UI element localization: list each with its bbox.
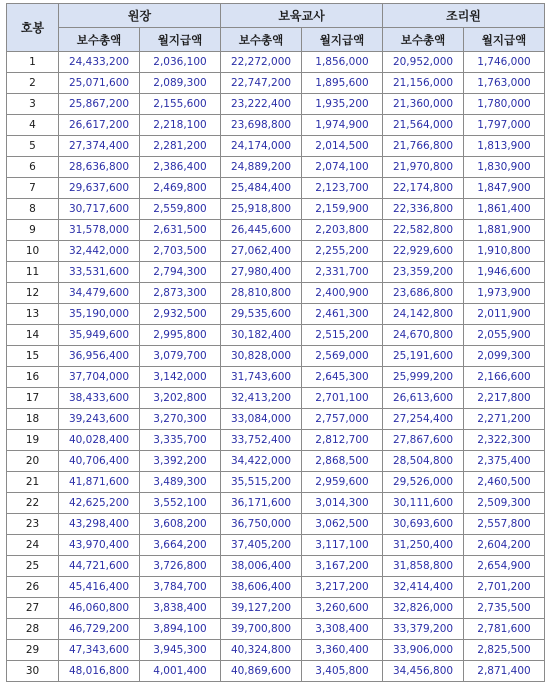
cook-total-pay-cell: 31,250,400 [383, 535, 464, 556]
teacher-monthly-pay-cell: 2,812,700 [302, 430, 383, 451]
director-monthly-pay-cell: 2,873,300 [140, 283, 221, 304]
director-monthly-pay-cell: 3,608,200 [140, 514, 221, 535]
step-cell: 4 [7, 115, 59, 136]
cook-monthly-pay-cell: 2,055,900 [464, 325, 545, 346]
table-row [7, 199, 545, 220]
teacher-monthly-pay-cell: 3,308,400 [302, 619, 383, 640]
director-monthly-pay-cell: 3,552,100 [140, 493, 221, 514]
teacher-total-pay-cell: 27,980,400 [221, 262, 302, 283]
teacher-total-pay-cell: 30,828,000 [221, 346, 302, 367]
director-total-pay-cell: 47,343,600 [59, 640, 140, 661]
table-row [7, 346, 545, 367]
teacher-monthly-pay-cell: 3,167,200 [302, 556, 383, 577]
cook-total-pay-cell: 27,867,600 [383, 430, 464, 451]
director-monthly-pay-cell: 2,089,300 [140, 73, 221, 94]
director-total-pay-cell: 35,949,600 [59, 325, 140, 346]
teacher-monthly-pay-cell: 2,255,200 [302, 241, 383, 262]
director-monthly-pay-cell: 2,559,800 [140, 199, 221, 220]
teacher-total-pay-cell: 40,324,800 [221, 640, 302, 661]
step-cell: 20 [7, 451, 59, 472]
director-total-pay-cell: 35,190,000 [59, 304, 140, 325]
teacher-monthly-pay-cell: 2,203,800 [302, 220, 383, 241]
cook-monthly-pay-cell: 2,271,200 [464, 409, 545, 430]
table-row [7, 241, 545, 262]
cook-total-pay-cell: 26,613,600 [383, 388, 464, 409]
teacher-total-pay-cell: 33,752,400 [221, 430, 302, 451]
teacher-monthly-pay-cell: 2,159,900 [302, 199, 383, 220]
director-total-pay-cell: 34,479,600 [59, 283, 140, 304]
step-cell: 1 [7, 52, 59, 73]
director-monthly-pay-cell: 2,703,500 [140, 241, 221, 262]
teacher-monthly-pay-cell: 2,400,900 [302, 283, 383, 304]
sub-header-total-pay: 보수총액 [221, 28, 302, 52]
teacher-total-pay-cell: 32,413,200 [221, 388, 302, 409]
cook-total-pay-cell: 24,670,800 [383, 325, 464, 346]
director-total-pay-cell: 39,243,600 [59, 409, 140, 430]
table-row [7, 619, 545, 640]
cook-total-pay-cell: 29,526,000 [383, 472, 464, 493]
teacher-monthly-pay-cell: 1,935,200 [302, 94, 383, 115]
cook-total-pay-cell: 21,564,000 [383, 115, 464, 136]
director-total-pay-cell: 31,578,000 [59, 220, 140, 241]
cook-monthly-pay-cell: 1,780,000 [464, 94, 545, 115]
cook-total-pay-cell: 21,970,800 [383, 157, 464, 178]
cook-total-pay-cell: 30,693,600 [383, 514, 464, 535]
cook-monthly-pay-cell: 1,830,900 [464, 157, 545, 178]
teacher-monthly-pay-cell: 2,123,700 [302, 178, 383, 199]
director-monthly-pay-cell: 3,894,100 [140, 619, 221, 640]
step-cell: 22 [7, 493, 59, 514]
cook-total-pay-cell: 33,906,000 [383, 640, 464, 661]
teacher-total-pay-cell: 22,747,200 [221, 73, 302, 94]
teacher-total-pay-cell: 37,405,200 [221, 535, 302, 556]
director-monthly-pay-cell: 2,794,300 [140, 262, 221, 283]
director-total-pay-cell: 33,531,600 [59, 262, 140, 283]
director-monthly-pay-cell: 3,392,200 [140, 451, 221, 472]
cook-total-pay-cell: 27,254,400 [383, 409, 464, 430]
director-monthly-pay-cell: 3,335,700 [140, 430, 221, 451]
director-monthly-pay-cell: 3,142,000 [140, 367, 221, 388]
teacher-total-pay-cell: 36,171,600 [221, 493, 302, 514]
step-cell: 17 [7, 388, 59, 409]
teacher-monthly-pay-cell: 3,360,400 [302, 640, 383, 661]
teacher-monthly-pay-cell: 2,074,100 [302, 157, 383, 178]
cook-total-pay-cell: 24,142,800 [383, 304, 464, 325]
director-total-pay-cell: 25,071,600 [59, 73, 140, 94]
cook-monthly-pay-cell: 2,604,200 [464, 535, 545, 556]
teacher-total-pay-cell: 39,127,200 [221, 598, 302, 619]
teacher-monthly-pay-cell: 2,645,300 [302, 367, 383, 388]
teacher-total-pay-cell: 28,810,800 [221, 283, 302, 304]
cook-total-pay-cell: 25,191,600 [383, 346, 464, 367]
director-total-pay-cell: 46,729,200 [59, 619, 140, 640]
teacher-monthly-pay-cell: 1,895,600 [302, 73, 383, 94]
salary-table-container [6, 3, 545, 682]
table-row [7, 304, 545, 325]
cook-monthly-pay-cell: 2,871,400 [464, 661, 545, 682]
step-header: 호봉 [7, 4, 59, 52]
step-cell: 27 [7, 598, 59, 619]
cook-total-pay-cell: 25,999,200 [383, 367, 464, 388]
director-monthly-pay-cell: 2,995,800 [140, 325, 221, 346]
sub-header-monthly-pay: 월지급액 [464, 28, 545, 52]
teacher-monthly-pay-cell: 2,959,600 [302, 472, 383, 493]
table-header [7, 4, 545, 52]
step-cell: 18 [7, 409, 59, 430]
table-row [7, 598, 545, 619]
step-cell: 13 [7, 304, 59, 325]
cook-monthly-pay-cell: 1,797,000 [464, 115, 545, 136]
director-total-pay-cell: 25,867,200 [59, 94, 140, 115]
table-row [7, 556, 545, 577]
table-row [7, 367, 545, 388]
step-cell: 8 [7, 199, 59, 220]
teacher-monthly-pay-cell: 2,461,300 [302, 304, 383, 325]
step-cell: 3 [7, 94, 59, 115]
cook-monthly-pay-cell: 1,813,900 [464, 136, 545, 157]
director-total-pay-cell: 46,060,800 [59, 598, 140, 619]
cook-total-pay-cell: 34,456,800 [383, 661, 464, 682]
step-cell: 12 [7, 283, 59, 304]
cook-monthly-pay-cell: 1,946,600 [464, 262, 545, 283]
teacher-total-pay-cell: 26,445,600 [221, 220, 302, 241]
table-row [7, 73, 545, 94]
teacher-total-pay-cell: 40,869,600 [221, 661, 302, 682]
teacher-total-pay-cell: 39,700,800 [221, 619, 302, 640]
step-cell: 24 [7, 535, 59, 556]
step-cell: 11 [7, 262, 59, 283]
table-row [7, 430, 545, 451]
teacher-monthly-pay-cell: 3,405,800 [302, 661, 383, 682]
director-monthly-pay-cell: 3,838,400 [140, 598, 221, 619]
cook-total-pay-cell: 21,360,000 [383, 94, 464, 115]
director-monthly-pay-cell: 3,202,800 [140, 388, 221, 409]
step-cell: 23 [7, 514, 59, 535]
director-total-pay-cell: 41,871,600 [59, 472, 140, 493]
teacher-monthly-pay-cell: 2,701,100 [302, 388, 383, 409]
director-total-pay-cell: 29,637,600 [59, 178, 140, 199]
director-total-pay-cell: 45,416,400 [59, 577, 140, 598]
cook-monthly-pay-cell: 2,825,500 [464, 640, 545, 661]
cook-monthly-pay-cell: 2,375,400 [464, 451, 545, 472]
table-body [7, 52, 545, 682]
teacher-monthly-pay-cell: 2,868,500 [302, 451, 383, 472]
table-row [7, 220, 545, 241]
table-row [7, 388, 545, 409]
table-row [7, 178, 545, 199]
teacher-monthly-pay-cell: 2,757,000 [302, 409, 383, 430]
teacher-monthly-pay-cell: 3,217,200 [302, 577, 383, 598]
cook-monthly-pay-cell: 2,217,800 [464, 388, 545, 409]
step-cell: 5 [7, 136, 59, 157]
table-row [7, 325, 545, 346]
teacher-total-pay-cell: 23,698,800 [221, 115, 302, 136]
director-monthly-pay-cell: 3,664,200 [140, 535, 221, 556]
cook-monthly-pay-cell: 2,099,300 [464, 346, 545, 367]
cook-total-pay-cell: 32,414,400 [383, 577, 464, 598]
director-monthly-pay-cell: 4,001,400 [140, 661, 221, 682]
step-cell: 10 [7, 241, 59, 262]
table-row [7, 493, 545, 514]
table-row [7, 472, 545, 493]
teacher-total-pay-cell: 30,182,400 [221, 325, 302, 346]
table-row [7, 283, 545, 304]
cook-monthly-pay-cell: 1,746,000 [464, 52, 545, 73]
table-row [7, 52, 545, 73]
director-monthly-pay-cell: 3,270,300 [140, 409, 221, 430]
table-row [7, 451, 545, 472]
teacher-total-pay-cell: 38,006,400 [221, 556, 302, 577]
teacher-monthly-pay-cell: 3,014,300 [302, 493, 383, 514]
teacher-total-pay-cell: 25,918,800 [221, 199, 302, 220]
cook-monthly-pay-cell: 2,322,300 [464, 430, 545, 451]
salary-table [6, 3, 545, 682]
teacher-total-pay-cell: 31,743,600 [221, 367, 302, 388]
step-cell: 30 [7, 661, 59, 682]
director-monthly-pay-cell: 3,726,800 [140, 556, 221, 577]
cook-monthly-pay-cell: 2,509,300 [464, 493, 545, 514]
director-monthly-pay-cell: 3,945,300 [140, 640, 221, 661]
cook-total-pay-cell: 33,379,200 [383, 619, 464, 640]
teacher-total-pay-cell: 25,484,400 [221, 178, 302, 199]
cook-monthly-pay-cell: 2,557,800 [464, 514, 545, 535]
cook-monthly-pay-cell: 2,460,500 [464, 472, 545, 493]
teacher-monthly-pay-cell: 1,856,000 [302, 52, 383, 73]
table-row [7, 514, 545, 535]
table-row [7, 661, 545, 682]
director-monthly-pay-cell: 2,386,400 [140, 157, 221, 178]
sub-header-monthly-pay: 월지급액 [302, 28, 383, 52]
director-total-pay-cell: 38,433,600 [59, 388, 140, 409]
cook-total-pay-cell: 31,858,800 [383, 556, 464, 577]
director-total-pay-cell: 27,374,400 [59, 136, 140, 157]
cook-total-pay-cell: 21,766,800 [383, 136, 464, 157]
director-monthly-pay-cell: 2,218,100 [140, 115, 221, 136]
director-total-pay-cell: 44,721,600 [59, 556, 140, 577]
director-total-pay-cell: 32,442,000 [59, 241, 140, 262]
director-total-pay-cell: 28,636,800 [59, 157, 140, 178]
director-monthly-pay-cell: 2,631,500 [140, 220, 221, 241]
group-header-teacher: 보육교사 [221, 4, 383, 28]
cook-monthly-pay-cell: 2,654,900 [464, 556, 545, 577]
cook-monthly-pay-cell: 1,910,800 [464, 241, 545, 262]
cook-monthly-pay-cell: 2,011,900 [464, 304, 545, 325]
teacher-monthly-pay-cell: 1,974,900 [302, 115, 383, 136]
group-header-director: 원장 [59, 4, 221, 28]
table-row [7, 136, 545, 157]
director-monthly-pay-cell: 2,155,600 [140, 94, 221, 115]
director-total-pay-cell: 26,617,200 [59, 115, 140, 136]
director-total-pay-cell: 42,625,200 [59, 493, 140, 514]
director-monthly-pay-cell: 2,932,500 [140, 304, 221, 325]
step-cell: 6 [7, 157, 59, 178]
step-cell: 29 [7, 640, 59, 661]
cook-total-pay-cell: 28,504,800 [383, 451, 464, 472]
cook-monthly-pay-cell: 2,735,500 [464, 598, 545, 619]
teacher-total-pay-cell: 24,174,000 [221, 136, 302, 157]
cook-monthly-pay-cell: 1,847,900 [464, 178, 545, 199]
cook-total-pay-cell: 23,686,800 [383, 283, 464, 304]
teacher-total-pay-cell: 35,515,200 [221, 472, 302, 493]
cook-monthly-pay-cell: 2,166,600 [464, 367, 545, 388]
cook-total-pay-cell: 22,929,600 [383, 241, 464, 262]
sub-header-total-pay: 보수총액 [383, 28, 464, 52]
cook-total-pay-cell: 23,359,200 [383, 262, 464, 283]
director-total-pay-cell: 48,016,800 [59, 661, 140, 682]
sub-header-total-pay: 보수총액 [59, 28, 140, 52]
teacher-monthly-pay-cell: 2,331,700 [302, 262, 383, 283]
teacher-total-pay-cell: 36,750,000 [221, 514, 302, 535]
table-row [7, 640, 545, 661]
director-total-pay-cell: 36,956,400 [59, 346, 140, 367]
table-row [7, 157, 545, 178]
cook-total-pay-cell: 32,826,000 [383, 598, 464, 619]
teacher-total-pay-cell: 33,084,000 [221, 409, 302, 430]
cook-monthly-pay-cell: 2,701,200 [464, 577, 545, 598]
director-monthly-pay-cell: 2,469,800 [140, 178, 221, 199]
teacher-monthly-pay-cell: 2,515,200 [302, 325, 383, 346]
table-row [7, 94, 545, 115]
teacher-total-pay-cell: 22,272,000 [221, 52, 302, 73]
director-monthly-pay-cell: 2,281,200 [140, 136, 221, 157]
teacher-total-pay-cell: 24,889,200 [221, 157, 302, 178]
table-row [7, 577, 545, 598]
teacher-total-pay-cell: 38,606,400 [221, 577, 302, 598]
director-total-pay-cell: 43,298,400 [59, 514, 140, 535]
teacher-monthly-pay-cell: 2,014,500 [302, 136, 383, 157]
table-row [7, 262, 545, 283]
cook-total-pay-cell: 22,174,800 [383, 178, 464, 199]
cook-total-pay-cell: 21,156,000 [383, 73, 464, 94]
director-total-pay-cell: 37,704,000 [59, 367, 140, 388]
teacher-total-pay-cell: 27,062,400 [221, 241, 302, 262]
step-cell: 26 [7, 577, 59, 598]
director-total-pay-cell: 40,706,400 [59, 451, 140, 472]
group-header-cook: 조리원 [383, 4, 545, 28]
step-cell: 21 [7, 472, 59, 493]
step-cell: 15 [7, 346, 59, 367]
sub-header-monthly-pay: 월지급액 [140, 28, 221, 52]
step-cell: 25 [7, 556, 59, 577]
cook-monthly-pay-cell: 2,781,600 [464, 619, 545, 640]
director-total-pay-cell: 24,433,200 [59, 52, 140, 73]
cook-monthly-pay-cell: 1,973,900 [464, 283, 545, 304]
step-cell: 2 [7, 73, 59, 94]
teacher-total-pay-cell: 29,535,600 [221, 304, 302, 325]
cook-monthly-pay-cell: 1,861,400 [464, 199, 545, 220]
teacher-total-pay-cell: 23,222,400 [221, 94, 302, 115]
teacher-monthly-pay-cell: 3,260,600 [302, 598, 383, 619]
step-cell: 28 [7, 619, 59, 640]
step-cell: 16 [7, 367, 59, 388]
teacher-total-pay-cell: 34,422,000 [221, 451, 302, 472]
step-cell: 7 [7, 178, 59, 199]
step-cell: 19 [7, 430, 59, 451]
cook-total-pay-cell: 20,952,000 [383, 52, 464, 73]
teacher-monthly-pay-cell: 3,117,100 [302, 535, 383, 556]
table-row [7, 409, 545, 430]
director-total-pay-cell: 40,028,400 [59, 430, 140, 451]
cook-monthly-pay-cell: 1,881,900 [464, 220, 545, 241]
teacher-monthly-pay-cell: 2,569,000 [302, 346, 383, 367]
director-total-pay-cell: 30,717,600 [59, 199, 140, 220]
teacher-monthly-pay-cell: 3,062,500 [302, 514, 383, 535]
step-cell: 9 [7, 220, 59, 241]
director-total-pay-cell: 43,970,400 [59, 535, 140, 556]
cook-monthly-pay-cell: 1,763,000 [464, 73, 545, 94]
step-cell: 14 [7, 325, 59, 346]
director-monthly-pay-cell: 3,784,700 [140, 577, 221, 598]
director-monthly-pay-cell: 2,036,100 [140, 52, 221, 73]
director-monthly-pay-cell: 3,489,300 [140, 472, 221, 493]
cook-total-pay-cell: 22,582,800 [383, 220, 464, 241]
cook-total-pay-cell: 30,111,600 [383, 493, 464, 514]
table-row [7, 535, 545, 556]
table-row [7, 115, 545, 136]
director-monthly-pay-cell: 3,079,700 [140, 346, 221, 367]
cook-total-pay-cell: 22,336,800 [383, 199, 464, 220]
